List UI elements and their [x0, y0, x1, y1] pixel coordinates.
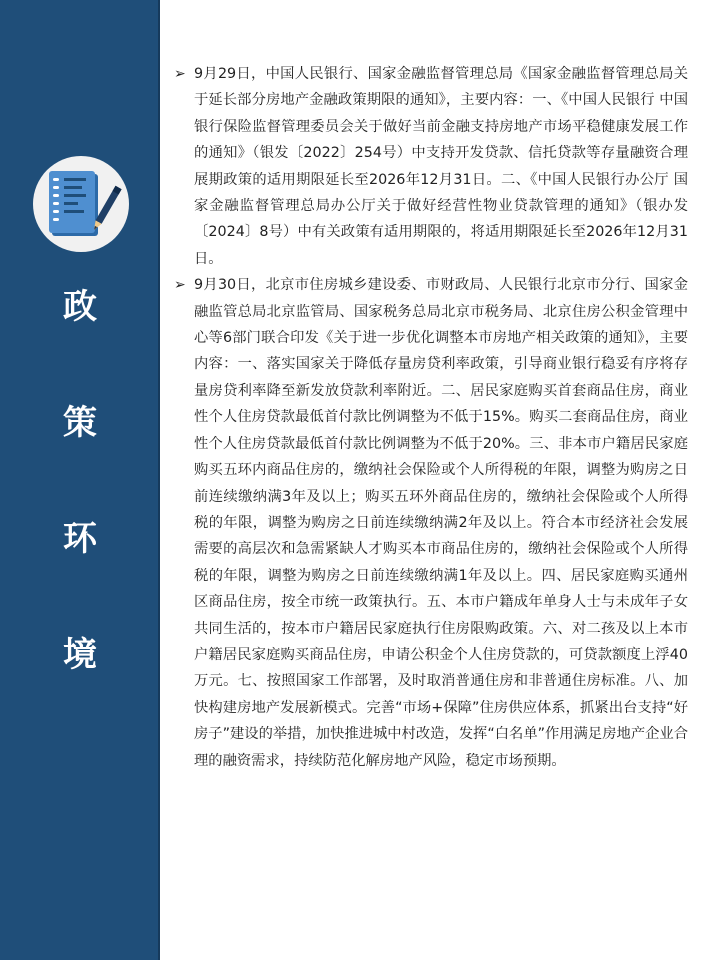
sidebar-title-char: 环	[63, 519, 97, 559]
sidebar-title-char: 政	[63, 287, 97, 327]
sidebar-title-char: 策	[63, 403, 97, 443]
notebook-pen-icon-graphic	[33, 156, 129, 252]
policy-bullet	[174, 272, 688, 774]
bullet-arrow-icon: ➢	[174, 277, 186, 294]
notebook-pen-icon	[33, 156, 129, 252]
policy-bullet-text: 9月29日，中国人民银行、国家金融监督管理总局《国家金融监督管理总局关于延长部分房地产金融政策期限的通知》，主要内容：一、《中国人民银行 中国银行保险监督管理委员会关于做好当前金融支持房地产市场平稳健康发展工作的通知》（银发〔2022〕254号）中支持开发贷款、信托贷款等存量融资合理展期政策的适用期限延长至2026年12月31日。二、《中国人民银行办公厅 国家金融监督管理总局办公厅关于做好经营性物业贷款管理的通知》（银办发〔2024〕8号）中有关政策有适用期限的，将适用期限延长至2026年12月31日。	[194, 66, 688, 267]
sidebar	[0, 0, 160, 960]
policy-bullet-text: 9月30日，北京市住房城乡建设委、市财政局、人民银行北京市分行、国家金融监管总局北京监管局、国家税务总局北京市税务局、北京住房公积金管理中心等6部门联合印发《关于进一步优化调整本市房地产相关政策的通知》，主要内容：一、落实国家关于降低存量房贷利率政策，引导商业银行稳妥有序将存量房贷利率降至新发放贷款利率附近。二、居民家庭购买首套商品住房，商业性个人住房贷款最低首付款比例调整为不低于15%。购买二套商品住房，商业性个人住房贷款最低首付款比例调整为不低于20%。三、非本市户籍居民家庭购买五环内商品住房的，缴纳社会保险或个人所得税的年限，调整为购房之日前连续缴纳满3年及以上；购买五环外商品住房的，缴纳社会保险或个人所得税的年限，调整为购房之日前连续缴纳满2年及以上。符合本市经济社会发展需要的高层次和急需紧缺人才购买本市商品住房的，缴纳社会保险或个人所得税的年限，调整为购房之日前连续缴纳满1年及以上。四、居民家庭购买通州区商品住房，按全市统一政策执行。五、本市户籍成年单身人士与未成年子女共同生活的，按本市户籍居民家庭执行住房限购政策。六、对二孩及以上本市户籍居民家庭购买商品住房，申请公积金个人住房贷款的，可贷款额度上浮40万元。七、按照国家工作部署，及时取消普通住房和非普通住房标准。八、加快构建房地产发展新模式。完善“市场+保障”住房供应体系，抓紧出台支持“好房子”建设的举措，加快推进城中村改造，发挥“白名单”作用满足房地产企业合理的融资需求，持续防范化解房地产风险，稳定市场预期。	[194, 277, 689, 769]
sidebar-title-char: 境	[63, 635, 97, 675]
bullet-arrow-icon: ➢	[174, 66, 186, 82]
policy-bullet	[174, 61, 688, 272]
policy-content	[174, 61, 688, 774]
